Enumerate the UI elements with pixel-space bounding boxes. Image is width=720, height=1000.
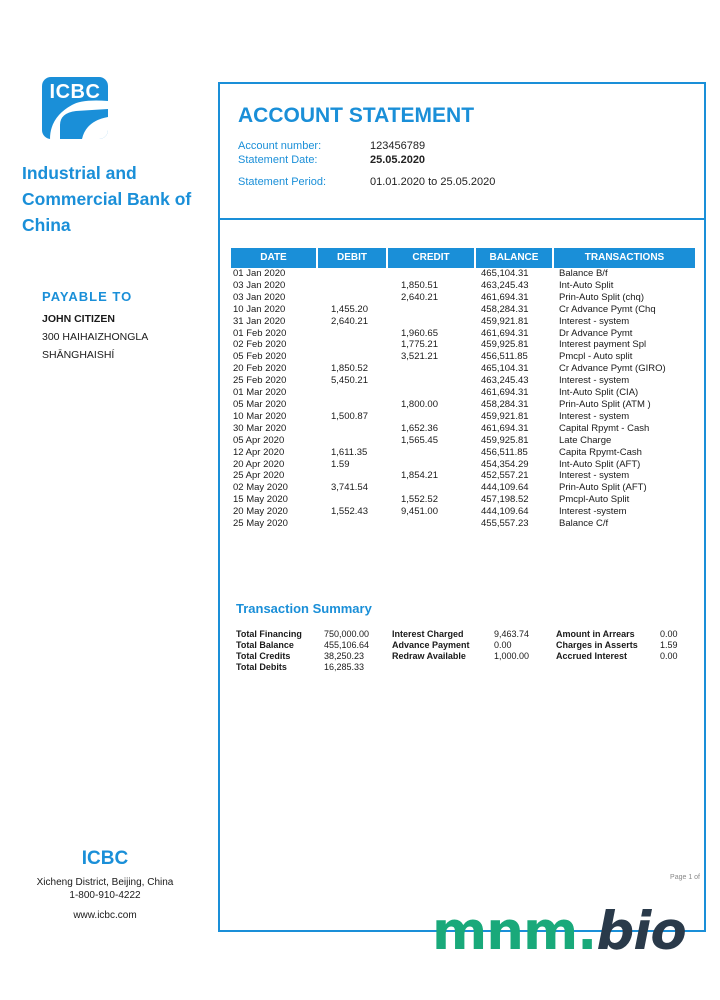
cell-balance: 465,104.31 — [481, 363, 529, 375]
header-debit: DEBIT — [317, 248, 387, 268]
cell-credit — [387, 316, 475, 328]
cell-debit — [317, 292, 387, 304]
summary-value: 16,285.33 — [324, 662, 365, 672]
table-row — [231, 399, 695, 411]
cell-credit: 1,775.21 — [401, 339, 438, 351]
cell-description: Capital Rpymt - Cash — [559, 422, 650, 434]
table-row — [231, 351, 695, 363]
cell-debit: 1,500.87 — [331, 410, 368, 422]
summary-col-3 — [556, 629, 678, 662]
summary-label: Charges in Asserts — [556, 640, 638, 650]
payable-to-label: PAYABLE TO — [42, 289, 133, 304]
cell-credit — [387, 268, 475, 280]
cell-credit — [387, 363, 475, 375]
table-row — [231, 316, 695, 328]
cell-balance: 459,925.81 — [481, 339, 529, 351]
cell-credit — [387, 482, 475, 494]
cell-credit: 1,800.00 — [401, 398, 438, 410]
cell-description: Balance C/f — [559, 518, 609, 530]
cell-balance: 456,511.85 — [481, 351, 528, 363]
cell-description: Pmcpl - Auto split — [559, 351, 633, 363]
bank-contact-footer — [10, 848, 200, 921]
cell-description: Cr Advance Pymt (Chq — [559, 303, 656, 315]
cell-description: Capita Rpymt-Cash — [559, 446, 642, 458]
cell-description: Interest - system — [559, 410, 630, 422]
table-row — [231, 280, 695, 292]
cell-date: 05 Mar 2020 — [233, 398, 287, 410]
table-row — [231, 482, 695, 494]
bank-logo — [42, 77, 108, 139]
cell-credit — [387, 375, 475, 387]
table-row — [231, 292, 695, 304]
cell-debit — [317, 435, 387, 447]
cell-description: Balance B/f — [559, 268, 608, 279]
table-row — [231, 363, 695, 375]
cell-date: 25 Feb 2020 — [233, 375, 287, 387]
summary-label: Total Financing — [236, 629, 302, 639]
cell-description: Late Charge — [559, 434, 612, 446]
cell-credit: 1,552.52 — [401, 494, 438, 506]
cell-date: 01 Jan 2020 — [233, 268, 286, 279]
cell-date: 25 Apr 2020 — [233, 470, 285, 482]
summary-label: Redraw Available — [392, 651, 466, 661]
summary-value: 0.00 — [660, 629, 678, 639]
cell-credit — [387, 459, 475, 471]
cell-credit — [387, 387, 475, 399]
cell-balance: 452,557.21 — [481, 470, 529, 482]
summary-label: Total Credits — [236, 651, 291, 661]
statement-title: ACCOUNT STATEMENT — [238, 104, 475, 127]
cell-date: 10 Mar 2020 — [233, 410, 287, 422]
payee-block — [42, 310, 148, 364]
table-row — [231, 411, 695, 423]
cell-date: 01 Mar 2020 — [233, 387, 287, 399]
cell-debit — [317, 494, 387, 506]
cell-debit — [317, 470, 387, 482]
cell-date: 05 Apr 2020 — [233, 434, 285, 446]
summary-value: 455,106.64 — [324, 640, 370, 650]
watermark-part-2: bio — [596, 901, 686, 962]
cell-date: 02 May 2020 — [233, 482, 288, 494]
table-row — [231, 494, 695, 506]
table-row — [231, 435, 695, 447]
cell-balance: 455,557.23 — [481, 518, 529, 530]
cell-balance: 465,104.31 — [481, 268, 529, 279]
cell-description: Prin-Auto Split (chq) — [559, 291, 645, 303]
cell-description: Cr Advance Pymt (GIRO) — [559, 363, 666, 375]
payee-name: JOHN CITIZEN — [42, 313, 115, 325]
cell-debit: 3,741.54 — [331, 482, 368, 494]
transactions-header-row — [231, 248, 695, 268]
cell-balance: 458,284.31 — [481, 303, 529, 315]
cell-description: Interest - system — [559, 315, 630, 327]
cell-debit — [317, 339, 387, 351]
header-divider — [220, 218, 704, 220]
cell-credit: 1,854.21 — [401, 470, 438, 482]
cell-date: 03 Jan 2020 — [233, 279, 286, 291]
cell-credit: 1,850.51 — [401, 279, 438, 291]
cell-balance: 461,694.31 — [481, 327, 529, 339]
transactions-body — [231, 268, 695, 530]
cell-balance: 461,694.31 — [481, 387, 529, 399]
summary-value: 0.00 — [494, 640, 512, 650]
statement-date-value: 25.05.2020 — [370, 154, 426, 166]
summary-value: 0.00 — [660, 651, 678, 661]
cell-description: Int-Auto Split — [559, 279, 614, 291]
summary-label: Total Balance — [236, 640, 294, 650]
statement-panel — [218, 82, 706, 932]
table-row — [231, 423, 695, 435]
cell-credit — [387, 304, 475, 316]
account-number-label: Account number: — [238, 140, 322, 152]
summary-value: 1,000.00 — [494, 651, 530, 661]
cell-credit: 9,451.00 — [401, 506, 438, 518]
summary-title: Transaction Summary — [236, 601, 372, 616]
table-row — [231, 339, 695, 351]
statement-date-label: Statement Date: — [238, 154, 318, 166]
logo-text: ICBC — [49, 81, 101, 103]
footer-phone: 1-800-910-4222 — [69, 890, 141, 901]
bank-name-line-2: Commercial Bank of — [22, 189, 192, 209]
table-row — [231, 459, 695, 471]
bank-name-line-3: China — [22, 215, 71, 235]
summary-value: 9,463.74 — [494, 629, 530, 639]
cell-date: 12 Apr 2020 — [233, 446, 285, 458]
cell-credit — [387, 518, 475, 530]
cell-date: 03 Jan 2020 — [233, 291, 286, 303]
cell-balance: 463,245.43 — [481, 375, 529, 387]
statement-period-value: 01.01.2020 to 25.05.2020 — [370, 176, 496, 188]
cell-date: 20 Feb 2020 — [233, 363, 287, 375]
statement-period-label: Statement Period: — [238, 176, 327, 188]
summary-value: 38,250.23 — [324, 651, 365, 661]
footer-website: www.icbc.com — [73, 910, 137, 921]
cell-description: Interest - system — [559, 375, 630, 387]
cell-description: Pmcpl-Auto Split — [559, 494, 630, 506]
summary-value: 1.59 — [660, 640, 678, 650]
cell-balance: 461,694.31 — [481, 291, 529, 303]
watermark — [432, 897, 686, 967]
cell-description: Interest payment Spl — [559, 339, 647, 351]
cell-description: Dr Advance Pymt — [559, 327, 633, 339]
cell-credit: 3,521.21 — [401, 351, 438, 363]
cell-debit — [317, 399, 387, 411]
header-credit: CREDIT — [387, 248, 475, 268]
cell-balance: 459,921.81 — [481, 315, 529, 327]
header-balance: BALANCE — [475, 248, 553, 268]
watermark-part-1: mnm. — [432, 901, 597, 962]
summary-label: Amount in Arrears — [556, 629, 635, 639]
cell-credit: 1,652.36 — [401, 422, 438, 434]
cell-debit: 2,640.21 — [331, 315, 368, 327]
table-row — [231, 328, 695, 340]
cell-date: 10 Jan 2020 — [233, 303, 286, 315]
cell-debit — [317, 518, 387, 530]
transactions-table — [231, 248, 695, 530]
summary-col-1 — [236, 629, 369, 673]
summary-col-2 — [392, 629, 529, 662]
footer-address: Xicheng District, Beijing, China — [36, 877, 174, 888]
header-date: DATE — [231, 248, 317, 268]
cell-balance: 444,109.64 — [481, 482, 529, 494]
cell-balance: 459,921.81 — [481, 410, 529, 422]
cell-date: 15 May 2020 — [233, 494, 288, 506]
cell-description: Interest -system — [559, 506, 627, 518]
cell-date: 20 May 2020 — [233, 506, 288, 518]
logo-swoosh-icon — [42, 77, 108, 139]
cell-date: 25 May 2020 — [233, 518, 288, 530]
cell-balance: 461,694.31 — [481, 422, 529, 434]
cell-credit: 2,640.21 — [401, 291, 438, 303]
cell-debit — [317, 328, 387, 340]
cell-balance: 444,109.64 — [481, 506, 529, 518]
bank-name-line-1: Industrial and — [22, 163, 137, 183]
cell-debit — [317, 423, 387, 435]
table-row — [231, 447, 695, 459]
cell-debit — [317, 351, 387, 363]
cell-debit: 1,552.43 — [331, 506, 368, 518]
cell-debit — [317, 280, 387, 292]
cell-description: Interest - system — [559, 470, 630, 482]
summary-label: Accrued Interest — [556, 651, 628, 661]
cell-date: 01 Feb 2020 — [233, 327, 287, 339]
cell-date: 20 Apr 2020 — [233, 458, 285, 470]
cell-balance: 456,511.85 — [481, 446, 528, 458]
cell-balance: 459,925.81 — [481, 434, 529, 446]
cell-description: Prin-Auto Split (ATM ) — [559, 398, 651, 410]
payee-address-line-1: 300 HAIHAIZHONGLA — [42, 331, 149, 343]
table-row — [231, 268, 695, 280]
cell-date: 30 Mar 2020 — [233, 422, 287, 434]
cell-description: Int-Auto Split (AFT) — [559, 458, 641, 470]
account-number-value: 123456789 — [370, 140, 426, 152]
summary-value: 750,000.00 — [324, 629, 370, 639]
header-transactions: TRANSACTIONS — [553, 248, 695, 268]
cell-credit: 1,960.65 — [401, 327, 438, 339]
cell-debit: 5,450.21 — [331, 375, 368, 387]
cell-debit — [317, 268, 387, 280]
bank-name — [22, 160, 217, 238]
cell-credit: 1,565.45 — [401, 434, 438, 446]
cell-balance: 454,354.29 — [481, 458, 529, 470]
page-number: Page 1 of — [670, 874, 700, 881]
cell-debit: 1,611.35 — [331, 446, 368, 458]
table-row — [231, 506, 695, 518]
cell-date: 05 Feb 2020 — [233, 351, 287, 363]
table-row — [231, 375, 695, 387]
cell-balance: 463,245.43 — [481, 279, 529, 291]
cell-debit: 1.59 — [331, 458, 350, 470]
summary-label: Interest Charged — [392, 629, 464, 639]
cell-description: Int-Auto Split (CIA) — [559, 387, 639, 399]
footer-brand: ICBC — [81, 848, 129, 869]
payee-address-line-2: SHĀNGHAISHÍ — [42, 349, 115, 361]
table-row — [231, 470, 695, 482]
cell-credit — [387, 411, 475, 423]
cell-date: 31 Jan 2020 — [233, 315, 286, 327]
table-row — [231, 304, 695, 316]
summary-label: Total Debits — [236, 662, 287, 672]
cell-credit — [387, 447, 475, 459]
cell-balance: 458,284.31 — [481, 398, 529, 410]
cell-debit: 1,455.20 — [331, 303, 368, 315]
cell-balance: 457,198.52 — [481, 494, 529, 506]
cell-debit: 1,850.52 — [331, 363, 368, 375]
cell-debit — [317, 387, 387, 399]
table-row — [231, 387, 695, 399]
table-row — [231, 518, 695, 530]
cell-description: Prin-Auto Split (AFT) — [559, 482, 647, 494]
summary-label: Advance Payment — [392, 640, 470, 650]
cell-date: 02 Feb 2020 — [233, 339, 287, 351]
